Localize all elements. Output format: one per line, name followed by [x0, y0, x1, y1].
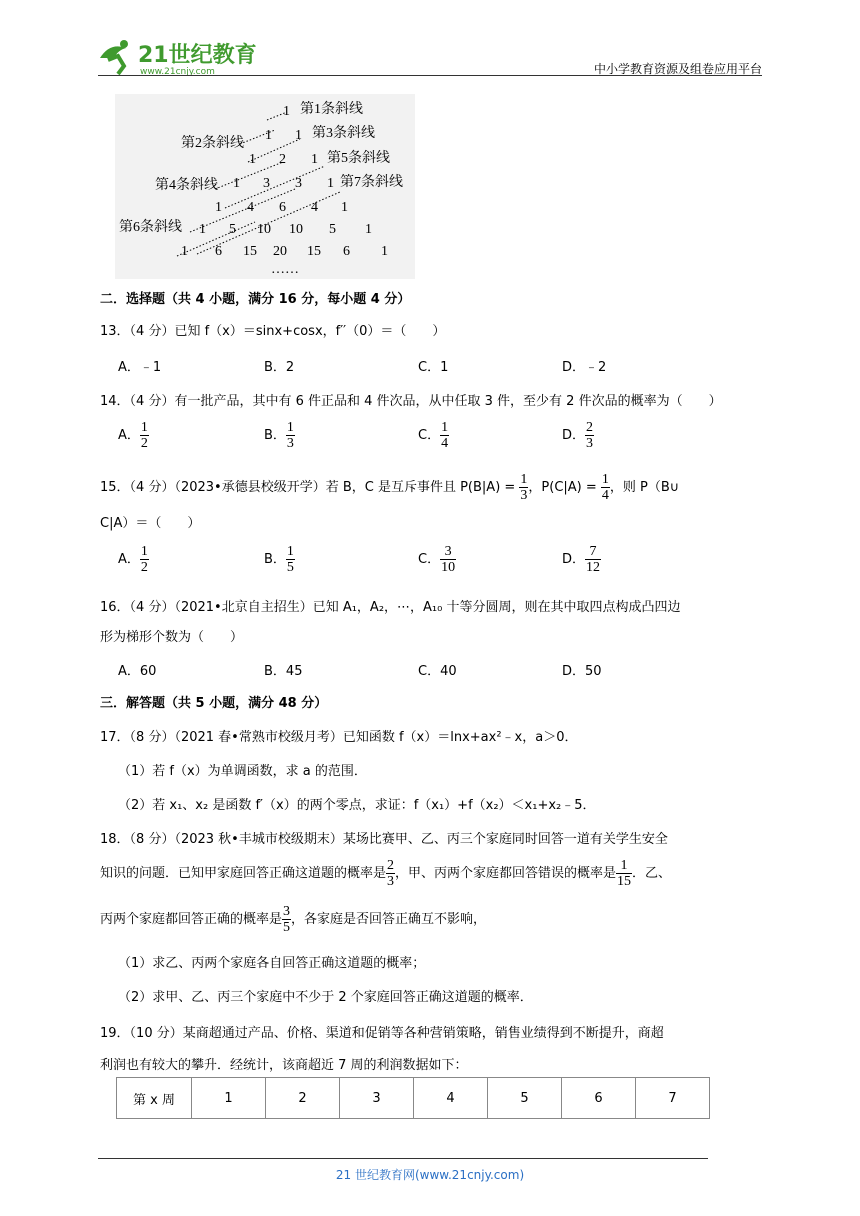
question-17-line-2: （1）若 f（x）为单调函数，求 a 的范围．	[118, 764, 367, 779]
table-cell: 7	[636, 1078, 710, 1119]
q15-line-2: C|A）＝（ ）	[100, 516, 201, 531]
q16-option-c: C．40	[418, 664, 457, 679]
tri-cell: 4	[247, 200, 254, 215]
question-18-line-1: 18．（8 分）（2023 秋•丰城市校级期末）某场比赛甲、乙、丙三个家庭同时回答一道有关学生安全	[100, 832, 668, 847]
question-16-line-2: 形为梯形个数为（ ）	[100, 630, 244, 645]
tri-cell: 10	[257, 222, 271, 237]
tri-cell: 1	[233, 176, 240, 191]
question-19-line-2: 利润也有较大的攀升．经统计，该商超近 7 周的利润数据如下：	[100, 1058, 468, 1073]
tri-cell: 15	[243, 244, 257, 259]
diagonal-label-3: 第3条斜线	[312, 126, 375, 141]
section-3-title: 三．解答题（共 5 小题，满分 48 分）	[100, 696, 328, 711]
tri-cell: 1	[311, 152, 318, 167]
q13-option-d: D．﹣2	[562, 360, 607, 375]
table-cell: 3	[340, 1078, 414, 1119]
header-divider	[98, 75, 762, 76]
q15-option-a: A． $\frac{1}{2}$	[118, 544, 148, 575]
q16-option-b: B．45	[264, 664, 303, 679]
q13-option-a: A．﹣1	[118, 360, 162, 375]
tri-cell: 2	[279, 152, 286, 167]
tri-cell: 1	[295, 128, 302, 143]
footer-divider	[98, 1158, 708, 1159]
site-logo	[94, 36, 284, 78]
tri-cell: 1	[365, 222, 372, 237]
diagonal-label-4: 第4条斜线	[155, 178, 218, 193]
tri-ellipsis: ……	[271, 262, 299, 277]
profit-table	[116, 1077, 710, 1119]
table-cell: 4	[414, 1078, 488, 1119]
logo-text: 21世纪教育	[138, 43, 257, 68]
q16-option-a: A．60	[118, 664, 157, 679]
question-13	[100, 320, 770, 339]
tri-cell: 6	[215, 244, 222, 259]
table-cell: 1	[192, 1078, 266, 1119]
tri-cell: 5	[229, 222, 236, 237]
tri-cell: 15	[307, 244, 321, 259]
tri-cell: 3	[263, 176, 270, 191]
question-18-line-4: （1）求乙、丙两个家庭各自回答正确这道题的概率；	[118, 956, 426, 971]
diagonal-label-1: 第1条斜线	[300, 102, 363, 117]
question-17-line-1: 17．（8 分）（2021 春•常熟市校级月考）已知函数 f（x）＝lnx+ax²﹣x，a＞0．	[100, 730, 578, 745]
tri-cell: 1	[265, 128, 272, 143]
question-18-line-3: 丙两个家庭都回答正确的概率是 $\frac{3}{5}$ ，各家庭是否回答正确互不影响，	[100, 904, 487, 935]
table-cell: 2	[266, 1078, 340, 1119]
pascal-triangle-figure	[115, 94, 415, 279]
q13-option-b: B．2	[264, 360, 295, 375]
tri-cell: 1	[215, 200, 222, 215]
q13-num: 13．	[100, 324, 130, 339]
q13-text-a: （4 分）已知	[129, 324, 205, 339]
table-header-cell: 第 x 周	[117, 1078, 192, 1119]
diagonal-label-7: 第7条斜线	[340, 175, 403, 190]
question-16-line-1: 16．（4 分）（2021•北京自主招生）已知 A₁，A₂，⋯，A₁₀ 十等分圆周，则在其中取四点构成凸四边	[100, 600, 681, 615]
diagonal-label-6: 第6条斜线	[119, 220, 182, 235]
tri-cell: 20	[273, 244, 287, 259]
question-19-line-1: 19．（10 分）某商超通过产品、价格、渠道和促销等各种营销策略，销售业绩得到不断提升，商超	[100, 1026, 664, 1041]
question-14: 14．（4 分）有一批产品，其中有 6 件正品和 4 件次品，从中任取 3 件，至少有 2 件次品的概率为（ ）	[100, 394, 722, 409]
tri-cell: 3	[295, 176, 302, 191]
q14-option-d: D． $\frac{2}{3}$	[562, 420, 594, 451]
logo-url: www.21cnjy.com	[140, 67, 215, 77]
q14-option-b: B． $\frac{1}{3}$	[264, 420, 294, 451]
q16-option-d: D．50	[562, 664, 602, 679]
tri-cell: 1	[181, 244, 188, 259]
tri-cell: 6	[279, 200, 286, 215]
tri-cell: 1	[249, 152, 256, 167]
q14-option-a: A． $\frac{1}{2}$	[118, 420, 148, 451]
q15-option-c: C． $\frac{3}{10}$	[418, 544, 456, 575]
q13-text-b: f（x）＝sinx+cosx，f′′（0）＝（ ）	[204, 324, 446, 339]
question-15: 15．（4 分）（2023•承德县校级开学）若 B，C 是互斥事件且 P(B|A) = $\frac{1}{3}$ ，P(C|A) = $\frac{1}{4}$ ，则 P（B∪	[100, 472, 680, 503]
tri-cell: 1	[199, 222, 206, 237]
diagonal-label-5: 第5条斜线	[327, 151, 390, 166]
header-platform-text: 中小学教育资源及组卷应用平台	[593, 62, 762, 76]
q15-option-d: D． $\frac{7}{12}$	[562, 544, 601, 575]
table-cell: 6	[562, 1078, 636, 1119]
table-cell: 5	[488, 1078, 562, 1119]
tri-cell: 1	[283, 104, 290, 119]
question-17-line-3: （2）若 x₁、x₂ 是函数 f′（x）的两个零点，求证：f（x₁）+f（x₂）＜x₁+x₂﹣5．	[118, 798, 596, 813]
tri-cell: 10	[289, 222, 303, 237]
tri-cell: 6	[343, 244, 350, 259]
q13-option-c: C．1	[418, 360, 449, 375]
tri-cell: 1	[381, 244, 388, 259]
tri-cell: 1	[341, 200, 348, 215]
q15-option-b: B． $\frac{1}{5}$	[264, 544, 294, 575]
tri-cell: 5	[329, 222, 336, 237]
question-18-line-5: （2）求甲、乙、丙三个家庭中不少于 2 个家庭回答正确这道题的概率．	[118, 990, 533, 1005]
tri-cell: 4	[311, 200, 318, 215]
q14-option-c: C． $\frac{1}{4}$	[418, 420, 449, 451]
section-2-title: 二．选择题（共 4 小题，满分 16 分，每小题 4 分）	[100, 292, 411, 307]
question-18-line-2: 知识的问题．已知甲家庭回答正确这道题的概率是 $\frac{2}{3}$ ，甲、丙两个家庭都回答错误的概率是 $\frac{1}{15}$ ．乙、	[100, 858, 672, 889]
tri-cell: 1	[327, 176, 334, 191]
table-row	[117, 1078, 710, 1119]
diagonal-label-2: 第2条斜线	[181, 136, 244, 151]
footer-link[interactable]: 21 世纪教育网(www.21cnjy.com)	[335, 1168, 525, 1182]
